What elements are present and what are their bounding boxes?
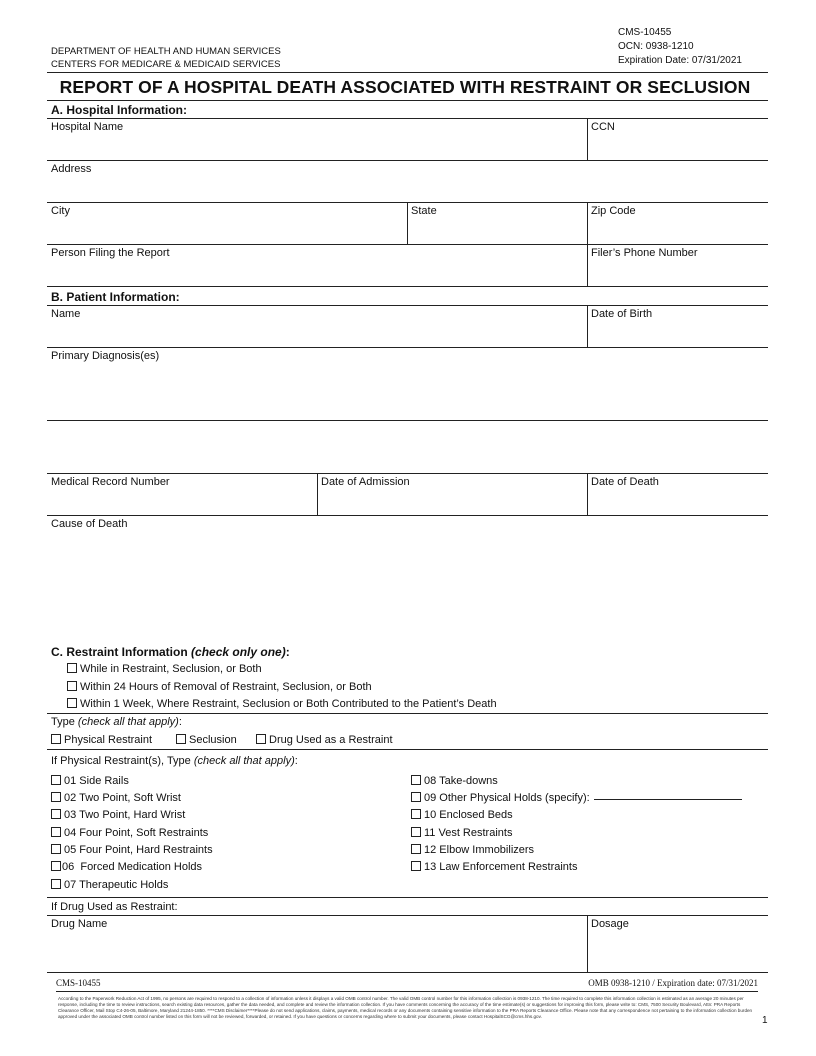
rule: [47, 749, 768, 750]
type-drug-restraint[interactable]: [256, 734, 393, 746]
rule: [47, 897, 768, 898]
rule: [587, 473, 588, 515]
footer-rule: [56, 991, 758, 992]
rule: [47, 118, 768, 119]
dosage-field[interactable]: [589, 931, 767, 969]
checkbox[interactable]: [51, 775, 61, 785]
option-label: Seclusion: [189, 734, 237, 746]
person-filing-field[interactable]: [48, 260, 586, 284]
footer-omb: OMB 0938-1210 / Expiration date: 07/31/2021: [588, 978, 758, 988]
section-c-title: C. Restraint Information: [51, 645, 188, 659]
checkbox[interactable]: [67, 681, 77, 691]
rule: [587, 305, 588, 347]
rule: [47, 713, 768, 714]
checkbox[interactable]: [67, 663, 77, 673]
type-label-text: Type: [51, 716, 75, 728]
rule: [587, 244, 588, 286]
option-label: 05 Four Point, Hard Restraints: [64, 844, 213, 856]
option-label: Physical Restraint: [64, 734, 153, 746]
checkbox[interactable]: [51, 734, 61, 744]
option-label: 07 Therapeutic Holds: [64, 879, 169, 891]
option-label: 08 Take-downs: [424, 775, 498, 787]
state-label: State: [411, 205, 437, 217]
zip-label: Zip Code: [591, 205, 636, 217]
footer-form-number: CMS-10455: [56, 978, 101, 988]
physical-label-text: If Physical Restraint(s), Type: [51, 755, 191, 767]
checkbox[interactable]: [256, 734, 266, 744]
option-label: 04 Four Point, Soft Restraints: [64, 827, 209, 839]
physical-08[interactable]: [411, 775, 498, 787]
primary-diagnosis-field[interactable]: [48, 364, 766, 418]
pra-statement: According to the Paperwork Reduction Act of 1995, no persons are required to respond to a collection of information unless it displays a valid OMB control number. The valid OMB control number for this information collection is 0938-1210. The time required to complete this information collection is estimated as an average 20 minutes per response, including the time to review instructions, search existing data resources, gather the data needed, and complete and review the information collection. If you have comments concerning the accuracy of the time estimate(s) or suggestions for improving this form, please write to: CMS, 7500 Security Boulevard, Attn: PRA Reports Clearance Officer, Mail Stop C4-26-05, Baltimore, Maryland 21244-1850. ****CMS Disclaimer****Please do not send applications, claims, payments, medical records or any documents containing sensitive information to the PRA Reports Clearance Office. Please note that any correspondence not pertaining to the information collection burden approved under the associated OMB control number listed on this form will not be reviewed, forwarded, or retained. If you have questions or concerns regarding where to submit your documents, please contact HospitalSCG@cms.hhs.gov.: [58, 996, 753, 1019]
drug-name-label: Drug Name: [51, 918, 108, 930]
checkbox[interactable]: [411, 844, 421, 854]
rule: [587, 915, 588, 972]
rule: [407, 202, 408, 244]
patient-name-field[interactable]: [48, 321, 586, 345]
physical-01[interactable]: [51, 775, 129, 787]
type-physical-restraint[interactable]: [51, 734, 152, 746]
checkbox[interactable]: [67, 698, 77, 708]
hospital-name-label: Hospital Name: [51, 121, 124, 133]
section-a-heading: A. Hospital Information:: [51, 103, 187, 117]
physical-10[interactable]: [411, 809, 513, 821]
state-field[interactable]: [409, 218, 585, 242]
dob-field[interactable]: [589, 321, 767, 345]
section-c-heading: [51, 645, 290, 659]
city-label: City: [51, 205, 70, 217]
checkbox[interactable]: [51, 844, 61, 854]
expiration-date: Expiration Date: 07/31/2021: [618, 55, 742, 66]
option-label: 02 Two Point, Soft Wrist: [64, 792, 181, 804]
option-label: 09 Other Physical Holds (specify):: [424, 792, 590, 804]
drug-name-field[interactable]: [48, 931, 586, 969]
physical-note: (check all that apply): [193, 755, 295, 767]
type-label: [51, 716, 182, 728]
cause-of-death-label: Cause of Death: [51, 518, 128, 530]
physical-09[interactable]: [411, 792, 742, 804]
checkbox[interactable]: [51, 809, 61, 819]
rule: [47, 286, 768, 287]
rule: [587, 202, 588, 244]
checkbox[interactable]: [51, 792, 61, 802]
agency-line-2: CENTERS FOR MEDICARE & MEDICAID SERVICES: [51, 59, 281, 70]
dob-label: Date of Birth: [591, 308, 653, 320]
physical-02[interactable]: [51, 792, 181, 804]
rule: [47, 347, 768, 348]
rule: [47, 515, 768, 516]
checkbox[interactable]: [411, 775, 421, 785]
address-field[interactable]: [48, 176, 766, 200]
physical-12[interactable]: [411, 844, 534, 856]
admission-date-label: Date of Admission: [321, 476, 410, 488]
checkbox[interactable]: [411, 809, 421, 819]
cause-of-death-field[interactable]: [48, 532, 766, 632]
person-filing-label: Person Filing the Report: [51, 247, 170, 259]
title-bottom-rule: [47, 100, 768, 101]
ccn-label: CCN: [591, 121, 615, 133]
option-label: Within 24 Hours of Removal of Restraint, Seclusion, or Both: [80, 681, 372, 693]
section-c-note: (check only one): [191, 645, 286, 659]
mrn-label: Medical Record Number: [51, 476, 170, 488]
title-top-rule: [47, 72, 768, 73]
option-label: Drug Used as a Restraint: [269, 734, 393, 746]
admission-date-field[interactable]: [319, 489, 585, 513]
address-label: Address: [51, 163, 92, 175]
ccn-field[interactable]: [589, 134, 767, 158]
physical-06[interactable]: [51, 861, 202, 873]
timing-option-3[interactable]: [67, 698, 497, 710]
physical-05[interactable]: [51, 844, 213, 856]
zip-field[interactable]: [589, 218, 767, 242]
type-seclusion[interactable]: [176, 734, 237, 746]
city-field[interactable]: [48, 218, 406, 242]
death-date-label: Date of Death: [591, 476, 659, 488]
option-label: 10 Enclosed Beds: [424, 809, 513, 821]
rule: [47, 473, 768, 474]
option-label: 01 Side Rails: [64, 775, 129, 787]
timing-option-1[interactable]: [67, 663, 262, 675]
checkbox[interactable]: [51, 827, 61, 837]
rule: [317, 473, 318, 515]
checkbox[interactable]: [411, 861, 421, 871]
physical-04[interactable]: [51, 827, 208, 839]
dosage-label: Dosage: [591, 918, 629, 930]
section-c-colon: :: [285, 645, 290, 659]
option-label: 11 Vest Restraints: [424, 827, 513, 839]
mrn-field[interactable]: [48, 489, 316, 513]
option-label: 03 Two Point, Hard Wrist: [64, 809, 186, 821]
type-note: (check all that apply): [77, 716, 179, 728]
hospital-name-field[interactable]: [48, 134, 586, 158]
ocn: OCN: 0938-1210: [618, 41, 694, 52]
option-label: Within 1 Week, Where Restraint, Seclusion or Both Contributed to the Patient’s Death: [80, 698, 497, 710]
form-number: CMS-10455: [618, 27, 672, 38]
page-number: 1: [762, 1015, 768, 1026]
physical-13[interactable]: [411, 861, 577, 873]
drug-restraint-label: If Drug Used as Restraint:: [51, 901, 178, 913]
filer-phone-label: Filer’s Phone Number: [591, 247, 698, 259]
page-title: REPORT OF A HOSPITAL DEATH ASSOCIATED WITH RESTRAINT OR SECLUSION: [59, 77, 751, 97]
type-colon: :: [178, 716, 182, 728]
timing-option-2[interactable]: [67, 681, 372, 693]
physical-type-label: [51, 755, 298, 767]
option-label: While in Restraint, Seclusion, or Both: [80, 663, 262, 675]
rule: [47, 915, 768, 916]
agency-line-1: DEPARTMENT OF HEALTH AND HUMAN SERVICES: [51, 46, 281, 57]
checkbox[interactable]: [51, 861, 61, 871]
rule: [47, 420, 768, 421]
physical-colon: :: [294, 755, 298, 767]
rule: [47, 160, 768, 161]
rule: [47, 244, 768, 245]
physical-11[interactable]: [411, 827, 512, 839]
physical-07[interactable]: [51, 879, 168, 891]
option-label: 06 Forced Medication Holds: [62, 861, 203, 873]
specify-input-line[interactable]: [594, 798, 742, 800]
rule: [47, 305, 768, 306]
filer-phone-field[interactable]: [589, 260, 767, 284]
rule: [47, 972, 768, 973]
death-date-field[interactable]: [589, 489, 767, 513]
option-label: 12 Elbow Immobilizers: [424, 844, 535, 856]
option-label: 13 Law Enforcement Restraints: [424, 861, 578, 873]
section-b-heading: B. Patient Information:: [51, 290, 180, 304]
physical-03[interactable]: [51, 809, 185, 821]
checkbox[interactable]: [51, 879, 61, 889]
checkbox[interactable]: [411, 792, 421, 802]
checkbox[interactable]: [176, 734, 186, 744]
rule: [587, 118, 588, 160]
primary-diagnosis-label: Primary Diagnosis(es): [51, 350, 160, 362]
checkbox[interactable]: [411, 827, 421, 837]
patient-name-label: Name: [51, 308, 81, 320]
